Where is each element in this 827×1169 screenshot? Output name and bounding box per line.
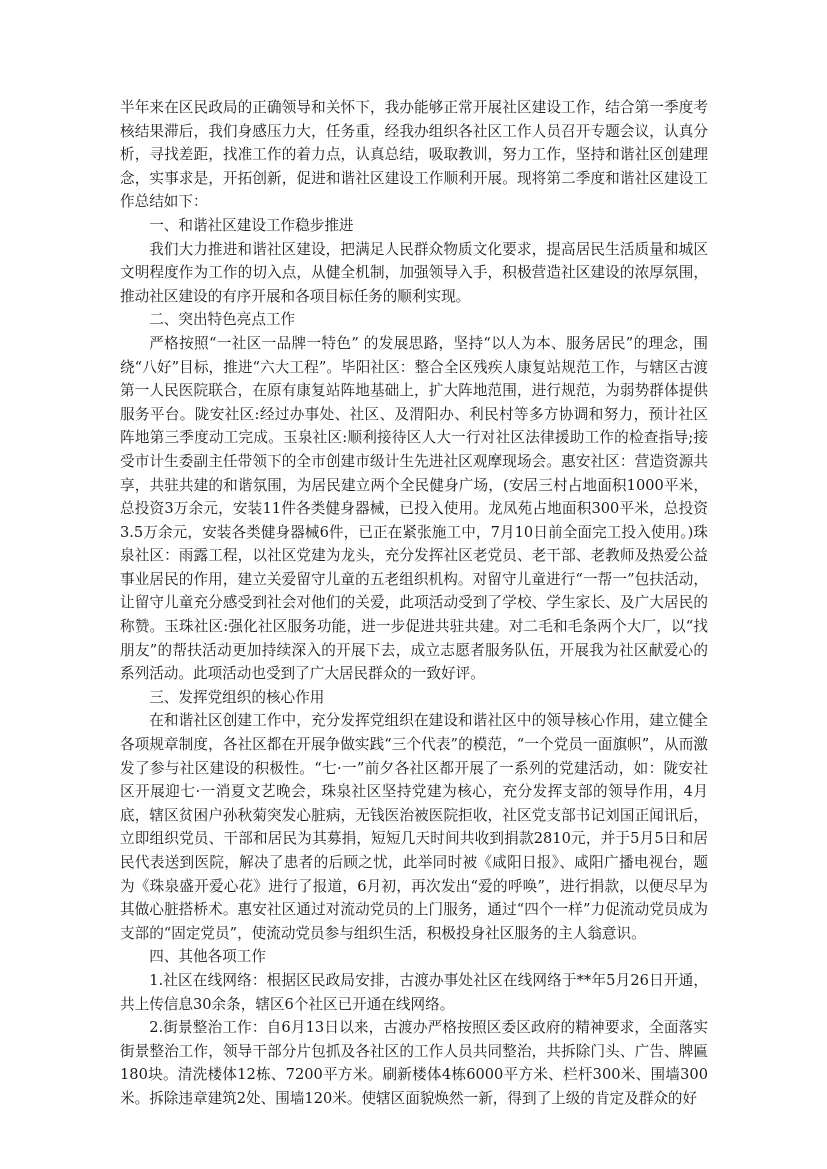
section-paragraph: 我们大力推进和谐社区建设，把满足人民群众物质文化要求，提高居民生活质量和城区文明程度作为工作的切入点，从健全机制，加强领导入手，积极营造社区建设的浓厚氛围，推动社区建设的有序开展和各项目标任务的顺利实现。 bbox=[120, 240, 708, 305]
section-heading-1: 一、和谐社区建设工作稳步推进 bbox=[149, 216, 354, 234]
section-heading-4: 四、其他各项工作 bbox=[149, 948, 266, 966]
intro-paragraph: 半年来在区民政局的正确领导和关怀下，我办能够正常开展社区建设工作，结合第一季度考核结果滞后，我们身感压力大，任务重，经我办组织各社区工作人员召开专题会议，认真分析，寻找差距，找准工作的着力点，认真总结，吸取教训，努力工作，坚持和谐社区创建理念，实事求是，开拓创新，促进和谐社区建设工作顺利开展。现将第二季度和谐社区建设工作总结如下： bbox=[120, 99, 708, 211]
section-paragraph: 1.社区在线网络：根据区民政局安排，古渡办事处社区在线网络于**年5月26日开通，共上传信息30余条，辖区6个社区已开通在线网络。 bbox=[120, 971, 708, 1013]
section-heading-3: 三、发挥党组织的核心作用 bbox=[149, 688, 325, 706]
document-page bbox=[120, 96, 708, 1111]
section-heading-2: 二、突出特色亮点工作 bbox=[149, 311, 296, 329]
section-paragraph: 严格按照“一社区一品牌一特色” 的发展思路，坚持“以人为本、服务居民”的理念，围绕“八好”目标，推进“六大工程”。毕阳社区：整合全区残疾人康复站规范工作，与辖区古渡第一人民医院联合，在原有康复站阵地基础上，扩大阵地范围，进行规范，为弱势群体提供服务平台。陇安社区:经过办事处、社区、及渭阳办、利民村等多方协调和努力，预计社区阵地第三季度动工完成。玉泉社区:顺利接待区人大一行对社区法律援助工作的检查指导;接受市计生委副主任带领下的全市创建市级计生先进社区观摩现场会。惠安社区：营造资源共享，共驻共建的和谐氛围，为居民建立两个全民健身广场，(安居三村占地面积1000平米，总投资3万余元，安装11件各类健身器械，已投入使用。龙凤苑占地面积300平米，总投资3.5万余元，安装各类健身器械6件，已正在紧张施工中，7月10日前全面完工投入使用。)珠泉社区：雨露工程，以社区党建为龙头，充分发挥社区老党员、老干部、老教师及热爱公益事业居民的作用，建立关爱留守儿童的五老组织机构。对留守儿童进行“一帮一”包扶活动，让留守儿童充分感受到社会对他们的关爱，此项活动受到了学校、学生家长、及广大居民的称赞。玉珠社区:强化社区服务功能，进一步促进共驻共建。对二毛和毛条两个大厂，以“找朋友”的帮扶活动更加持续深入的开展下去，成立志愿者服务队伍，开展我为社区献爱心的系列活动。此项活动也受到了广大居民群众的一致好评。 bbox=[120, 334, 708, 683]
section-paragraph: 2.街景整治工作：自6月13日以来，古渡办严格按照区委区政府的精神要求，全面落实街景整治工作，领导干部分片包抓及各社区的工作人员共同整治，共拆除门头、广告、牌匾180块。清洗楼体12栋、7200平方米。刷新楼体4栋6000平方米、栏杆300米、围墙300米。拆除违章建筑2处、围墙120米。使辖区面貌焕然一新，得到了上级的肯定及群众的好 bbox=[120, 1019, 708, 1107]
section-paragraph: 在和谐社区创建工作中，充分发挥党组织在建设和谐社区中的领导核心作用，建立健全各项规章制度，各社区都在开展争做实践“三个代表”的模范，“一个党员一面旗帜”，从而激发了参与社区建设的积极性。“七·一”前夕各社区都开展了一系列的党建活动，如：陇安社区开展迎七·一消夏文艺晚会，珠泉社区坚持党建为核心，充分发挥支部的领导作用，4月底，辖区贫困户孙秋菊突发心脏病，无钱医治被医院拒收，社区党支部书记刘国正闻讯后，立即组织党员、干部和居民为其募捐，短短几天时间共收到捐款2810元，并于5月5日和居民代表送到医院，解决了患者的后顾之忧，此举同时被《咸阳日报》、咸阳广播电视台，题为《珠泉盛开爱心花》进行了报道，6月初，再次发出“爱的呼唤”，进行捐款，以便尽早为其做心脏搭桥术。惠安社区通过对流动党员的上门服务，通过“四个一样”力促流动党员成为支部的“固定党员”，使流动党员参与组织生活，积极投身社区服务的主人翁意识。 bbox=[120, 712, 708, 942]
